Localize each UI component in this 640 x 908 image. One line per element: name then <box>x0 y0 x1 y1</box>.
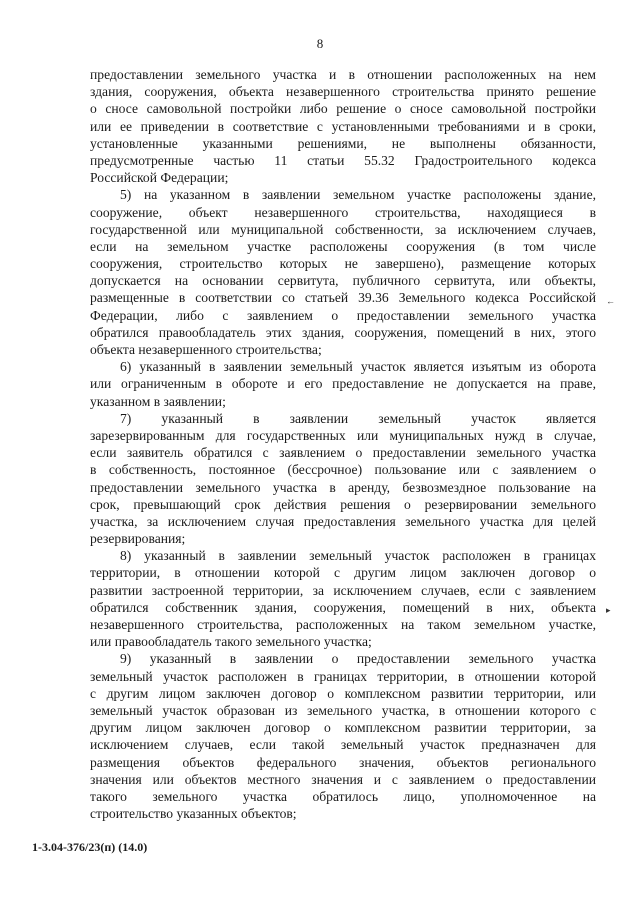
text-line: если на земельном участке расположены сооружения (в том числе <box>90 238 596 254</box>
text-line: другим лицом заключен договор о комплексном развитии территории, за <box>90 720 596 736</box>
text-line: 5) на указанном в заявлении земельном участке расположены здание, <box>120 187 596 203</box>
text-line: указанном в заявлении; <box>90 393 226 409</box>
text-line: незавершенного строительства, расположенных на таком земельном участке, <box>90 617 596 632</box>
text-line: земельный участок образован из земельного участка, в отношении которого с <box>90 702 596 718</box>
document-code: 1-3.04-376/23(п) (14.0) <box>32 840 148 854</box>
text-line: 6) указанный в заявлении земельный участок является изъятым из оборота <box>120 359 596 375</box>
text-line: или ее приведении в соответствие с установленными требованиями и в сроки, <box>90 118 596 134</box>
text-line: значения или объектов местного значения и с заявлением о предоставлении <box>90 771 596 787</box>
text-line: государственной или муниципальной собственности, за исключением случаев, <box>90 221 596 237</box>
text-line: земельный участок расположен в границах территории, в отношении которой <box>90 668 596 684</box>
text-line: исключением случаев, если такой земельный участок предназначен для <box>90 737 596 753</box>
document-body <box>90 66 596 822</box>
text-line: размещения объектов федерального значения, объектов регионального <box>90 754 596 770</box>
text-line: сооружения, строительство которых не завершено), размещение которых <box>90 256 596 272</box>
text-line: срок, превышающий срок действия решения о резервировании земельного <box>90 496 596 512</box>
text-line: 7) указанный в заявлении земельный участок является <box>120 410 596 426</box>
text-line: территории, в отношении которой с другим лицом заключен договор о <box>90 565 596 581</box>
text-line: 8) указанный в заявлении земельный участок расположен в границах <box>120 548 596 564</box>
page-number: 8 <box>316 36 324 51</box>
text-line: Российской Федерации; <box>90 170 229 186</box>
text-line: предоставлении земельного участка в аренду, безвозмездное пользование на <box>90 479 596 495</box>
text-line: 9) указанный в заявлении о предоставлении земельного участка <box>120 651 596 667</box>
text-line: в собственность, постоянное (бессрочное) пользование или с заявлением о <box>90 462 596 478</box>
margin-arrow-icon: ← <box>606 296 615 306</box>
text-line: установленные указанными решениями, не выполнены обязанности, <box>90 135 596 151</box>
text-line: или ограниченным в обороте и его предоставление не допускается на праве, <box>90 376 596 392</box>
text-line: допускается на основании сервитута, публичного сервитута, или объекты, <box>90 273 596 289</box>
margin-dot-icon: ▸ <box>606 605 611 615</box>
text-line: резервирования; <box>90 531 186 547</box>
text-line: предоставлении земельного участка и в отношении расположенных на нем <box>90 67 596 82</box>
text-line: о сносе самовольной постройки либо решение о сносе самовольной постройки <box>90 101 596 117</box>
text-line: или правообладатель такого земельного участка; <box>90 634 372 650</box>
text-line: развитии застроенной территории, за исключением случаев, если с заявлением <box>90 582 596 598</box>
text-line: если заявитель обратился с заявлением о предоставлении земельного участка <box>90 445 596 461</box>
text-line: такого земельного участка обратилось лицо, уполномоченное на <box>90 788 596 804</box>
text-line: обратился собственник здания, сооружения, помещений в них, объекта <box>90 599 596 615</box>
text-line: здания, сооружения, объекта незавершенного строительства принято решение <box>90 84 596 100</box>
text-line: Федерации, либо с заявлением о предоставлении земельного участка <box>90 307 596 323</box>
text-line: предусмотренные частью 11 статьи 55.32 Градостроительного кодекса <box>90 152 596 168</box>
text-line: размещенные в соответствии со статьей 39.36 Земельного кодекса Российской <box>90 290 596 306</box>
text-line: участка, за исключением случая предоставления земельного участка для целей <box>90 513 596 529</box>
text-line: обратился правообладатель этих здания, сооружения, помещений в них, этого <box>90 324 596 340</box>
text-line: сооружение, объект незавершенного строительства, находящиеся в <box>90 204 596 220</box>
text-line: с другим лицом заключен договор о комплексном развитии территории, или <box>90 685 596 701</box>
text-line: строительство указанных объектов; <box>90 806 297 822</box>
text-line: зарезервированным для государственных или муниципальных нужд в случае, <box>90 427 596 443</box>
text-line: объекта незавершенного строительства; <box>90 342 322 357</box>
